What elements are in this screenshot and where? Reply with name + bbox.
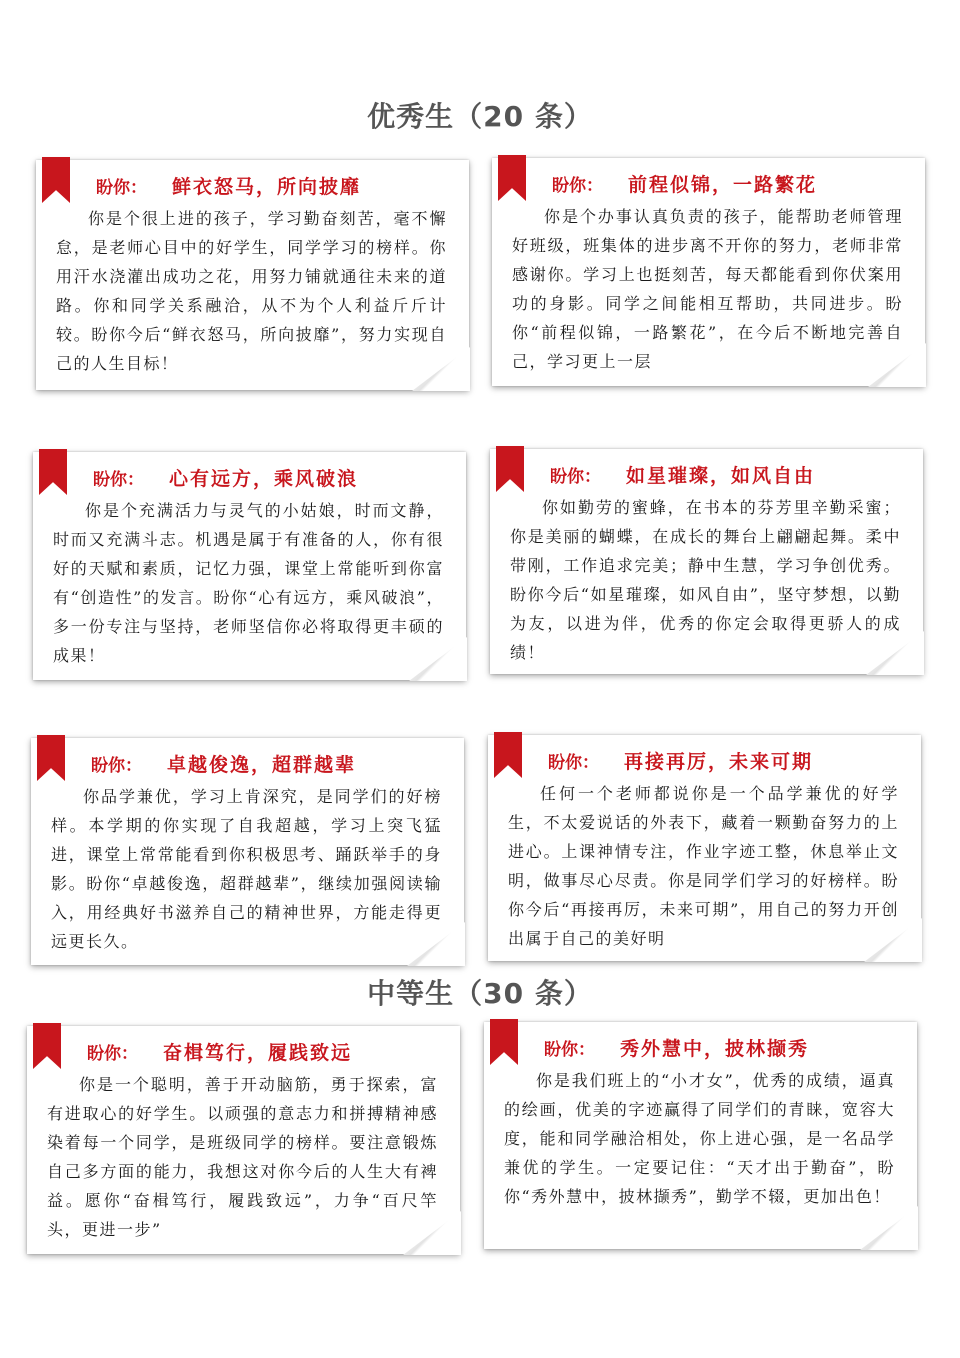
card-heading (87, 1038, 450, 1065)
section-title-average: 中等生（30 条） (367, 977, 593, 1010)
card-text: 你是我们班上的“小才女”，优秀的成绩，逼真的绘画，优美的字迹赢得了同学们的青睐，宽容大度，能和同学融洽相处，你上进心强，是一名品学兼优的学生。一定要记住：“天才出于勤奋”，盼你“秀外慧中，披林撷秀”，勤学不辍，更加出色！ (504, 1071, 895, 1206)
card-heading (544, 1034, 907, 1061)
card-heading (550, 461, 913, 488)
bookmark-ribbon-icon (33, 1023, 61, 1069)
comment-card (492, 158, 925, 386)
card-motto: 心有远方，乘风破浪 (169, 468, 359, 490)
card-heading (93, 464, 456, 491)
card-prefix: 盼你： (96, 178, 147, 198)
card-heading (548, 747, 911, 774)
card-prefix: 盼你： (552, 176, 603, 196)
card-text: 你是个很上进的孩子，学习勤奋刻苦，毫不懈怠，是老师心目中的好学生，同学学习的榜样。你用汗水浇灌出成功之花，用努力铺就通往未来的道路。你和同学关系融洽，从不为个人利益斤斤计较。盼你今后“鲜衣怒马，所向披靡”，努力实现自己的人生目标！ (56, 209, 447, 373)
card-motto: 奋楫笃行，履践致远 (163, 1042, 353, 1064)
card-prefix: 盼你： (544, 1040, 595, 1060)
card-heading (552, 170, 915, 197)
card-prefix: 盼你： (87, 1044, 138, 1064)
card-motto: 再接再厉，未来可期 (624, 751, 814, 773)
card-prefix: 盼你： (548, 753, 599, 773)
card-prefix: 盼你： (93, 470, 144, 490)
comment-card (488, 735, 921, 961)
comment-card (31, 738, 464, 965)
bookmark-ribbon-icon (37, 735, 65, 781)
card-text: 你是一个聪明，善于开动脑筋，勇于探索，富有进取心的好学生。以顽强的意志力和拼搏精神感染着每一个同学，是班级同学的榜样。要注意锻炼自己多方面的能力，我想这对你今后的人生大有裨益。愿你“奋楫笃行，履践致远”，力争“百尺竿头，更进一步” (47, 1075, 438, 1239)
card-text: 你如勤劳的蜜蜂，在书本的芬芳里辛勤采蜜；你是美丽的蝴蝶，在成长的舞台上翩翩起舞。柔中带刚，工作追求完美；静中生慧，学习争创优秀。盼你今后“如星璀璨，如风自由”，坚守梦想，以勤为友，以进为伴，优秀的你定会取得更骄人的成绩！ (510, 498, 901, 662)
comment-card (27, 1026, 460, 1254)
card-motto: 卓越俊逸，超群越辈 (167, 754, 357, 776)
card-motto: 如星璀璨，如风自由 (626, 465, 816, 487)
card-text: 任何一个老师都说你是一个品学兼优的好学生，不太爱说话的外表下，藏着一颗勤奋努力的上进心。上课神情专注，作业字迹工整，休息举止文明，做事尽心尽责。你是同学们学习的好榜样。盼你今后“再接再厉，未来可期”，用自己的努力开创出属于自己的美好明 (508, 784, 899, 948)
bookmark-ribbon-icon (494, 732, 522, 778)
comment-card (36, 160, 469, 390)
card-heading (96, 172, 459, 199)
card-text: 你品学兼优，学习上肯深究，是同学们的好榜样。本学期的你实现了自我超越，学习上突飞猛进，课堂上常常能看到你积极思考、踊跃举手的身影。盼你“卓越俊逸，超群越辈”，继续加强阅读输入，用经典好书滋养自己的精神世界，方能走得更远更长久。 (51, 787, 442, 951)
card-text: 你是个充满活力与灵气的小姑娘，时而文静，时而又充满斗志。机遇是属于有准备的人，你有很好的天赋和素质，记忆力强，课堂上常能听到你富有“创造性”的发言。盼你“心有远方，乘风破浪”，多一份专注与坚持，老师坚信你必将取得更丰硕的成果！ (53, 501, 444, 665)
card-prefix: 盼你： (550, 467, 601, 487)
comment-card (33, 452, 466, 680)
bookmark-ribbon-icon (498, 155, 526, 201)
section-title-excellent: 优秀生（20 条） (367, 100, 593, 133)
bookmark-ribbon-icon (42, 157, 70, 203)
comment-card (484, 1022, 917, 1249)
card-motto: 鲜衣怒马，所向披靡 (172, 176, 362, 198)
bookmark-ribbon-icon (496, 446, 524, 492)
card-heading (91, 750, 454, 777)
page-curl-icon (860, 1206, 918, 1250)
card-text: 你是个办事认真负责的孩子，能帮助老师管理好班级，班集体的进步离不开你的努力，老师非常感谢你。学习上也挺刻苦，每天都能看到你伏案用功的身影。同学之间能相互帮助，共同进步。盼你“前程似锦，一路繁花”，在今后不断地完善自己，学习更上一层 (512, 207, 903, 371)
card-motto: 前程似锦，一路繁花 (628, 174, 818, 196)
bookmark-ribbon-icon (39, 449, 67, 495)
bookmark-ribbon-icon (490, 1019, 518, 1065)
card-prefix: 盼你： (91, 756, 142, 776)
comment-card (490, 449, 923, 674)
card-motto: 秀外慧中，披林撷秀 (620, 1038, 810, 1060)
